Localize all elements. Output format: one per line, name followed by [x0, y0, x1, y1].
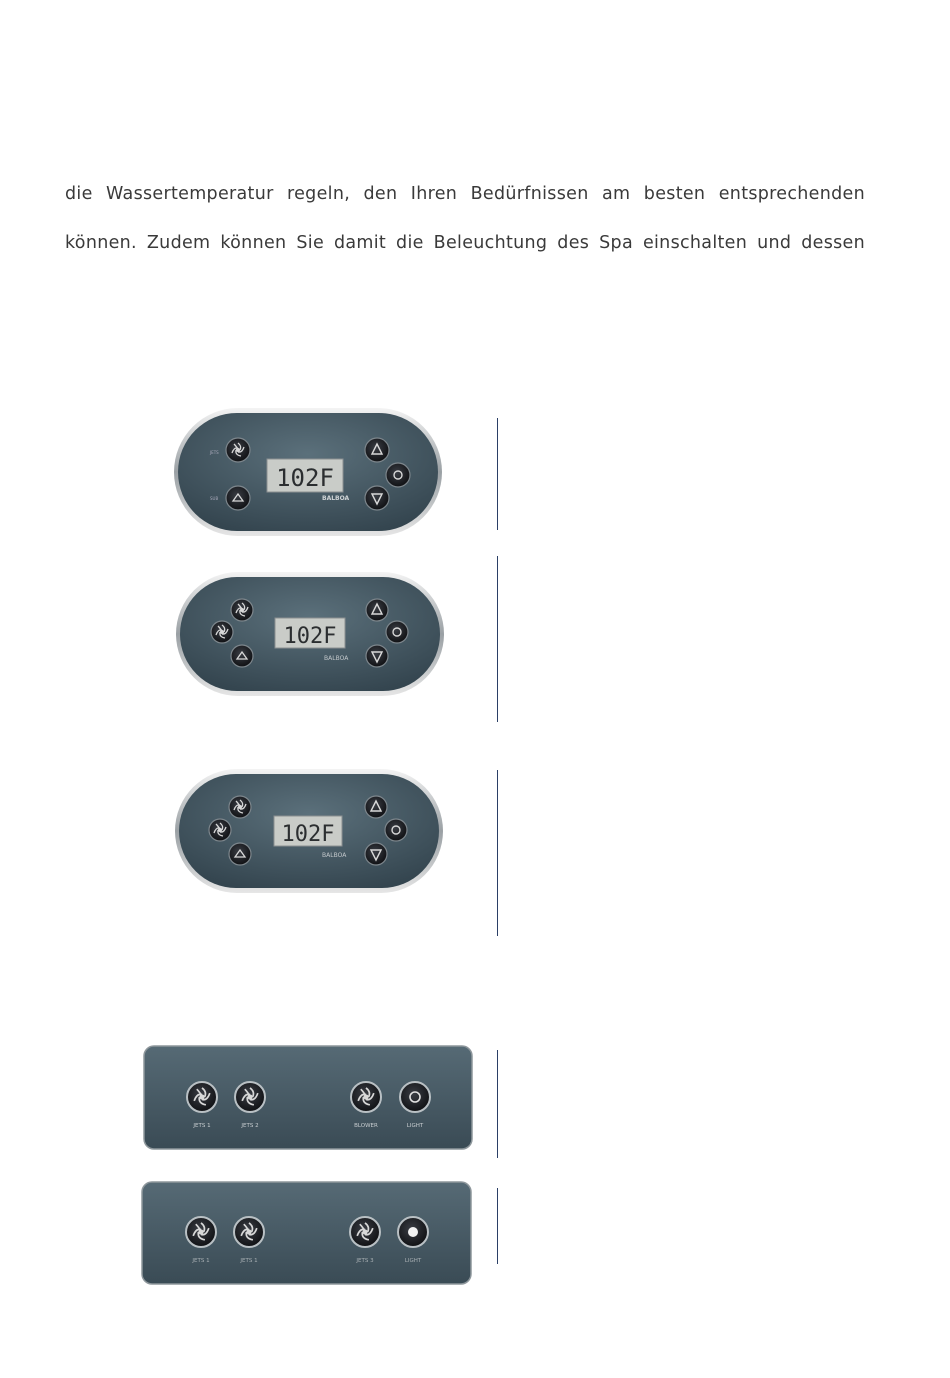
jets-1-button[interactable]: [231, 599, 253, 621]
divider-1: [497, 418, 498, 530]
brand-logo: BALBOA: [322, 495, 350, 502]
temp-up-button[interactable]: [365, 796, 387, 818]
temp-up-button[interactable]: [365, 438, 389, 462]
paragraph-line-1: die Wassertemperatur regeln, den Ihren Bedürfnissen am besten entsprechenden: [65, 184, 865, 204]
lcd-readout: 102F: [281, 822, 335, 847]
light-button[interactable]: [398, 1217, 428, 1247]
light-button[interactable]: [386, 463, 410, 487]
brand-logo: BALBOA: [324, 655, 349, 662]
jets-1-button[interactable]: [186, 1217, 216, 1247]
blower-button[interactable]: [351, 1082, 381, 1112]
divider-4: [497, 1050, 498, 1158]
lcd-readout: 102F: [276, 464, 334, 492]
divider-3: [497, 770, 498, 936]
brand-logo: BALBOA: [322, 852, 347, 859]
jets-1-button[interactable]: [187, 1082, 217, 1112]
jets-2-button[interactable]: [209, 819, 231, 841]
mode-button[interactable]: [229, 843, 251, 865]
button-label-2: JETS 2: [241, 1123, 259, 1129]
jets-2-button[interactable]: [211, 621, 233, 643]
jets-2-button[interactable]: [234, 1217, 264, 1247]
lcd-readout: 102F: [283, 624, 337, 649]
control-panel-oval-1: [172, 405, 444, 540]
light-button[interactable]: [385, 819, 407, 841]
button-label-4: LIGHT: [404, 1258, 422, 1264]
light-button[interactable]: [400, 1082, 430, 1112]
temp-down-button[interactable]: [366, 645, 388, 667]
button-label-1: JETS 1: [193, 1123, 211, 1129]
divider-2: [497, 556, 498, 722]
jets-button[interactable]: [226, 438, 250, 462]
control-panel-oval-2: [174, 569, 446, 699]
jets-3-button[interactable]: [350, 1217, 380, 1247]
light-button[interactable]: [386, 621, 408, 643]
mode-button[interactable]: [231, 645, 253, 667]
divider-5: [497, 1188, 498, 1264]
temp-down-button[interactable]: [365, 843, 387, 865]
jets-1-button[interactable]: [229, 796, 251, 818]
light-icon: [408, 1227, 418, 1237]
button-label-4: LIGHT: [406, 1123, 424, 1129]
control-panel-oval-3: [173, 766, 445, 896]
button-label-2: JETS 1: [240, 1258, 258, 1264]
control-panel-rect-1: [143, 1045, 473, 1151]
temp-down-button[interactable]: [365, 486, 389, 510]
svg-text:JETS: JETS: [210, 450, 219, 455]
temp-up-button[interactable]: [366, 599, 388, 621]
mode-button[interactable]: [226, 486, 250, 510]
button-label-1: JETS 1: [192, 1258, 210, 1264]
paragraph-line-2: können. Zudem können Sie damit die Beleuchtung des Spa einschalten und dessen: [65, 233, 865, 253]
control-panel-rect-2: [141, 1181, 472, 1286]
button-label-3: JETS 3: [356, 1258, 374, 1264]
button-label-3: BLOWER: [354, 1123, 378, 1129]
svg-text:SUB: SUB: [210, 496, 219, 501]
jets-2-button[interactable]: [235, 1082, 265, 1112]
